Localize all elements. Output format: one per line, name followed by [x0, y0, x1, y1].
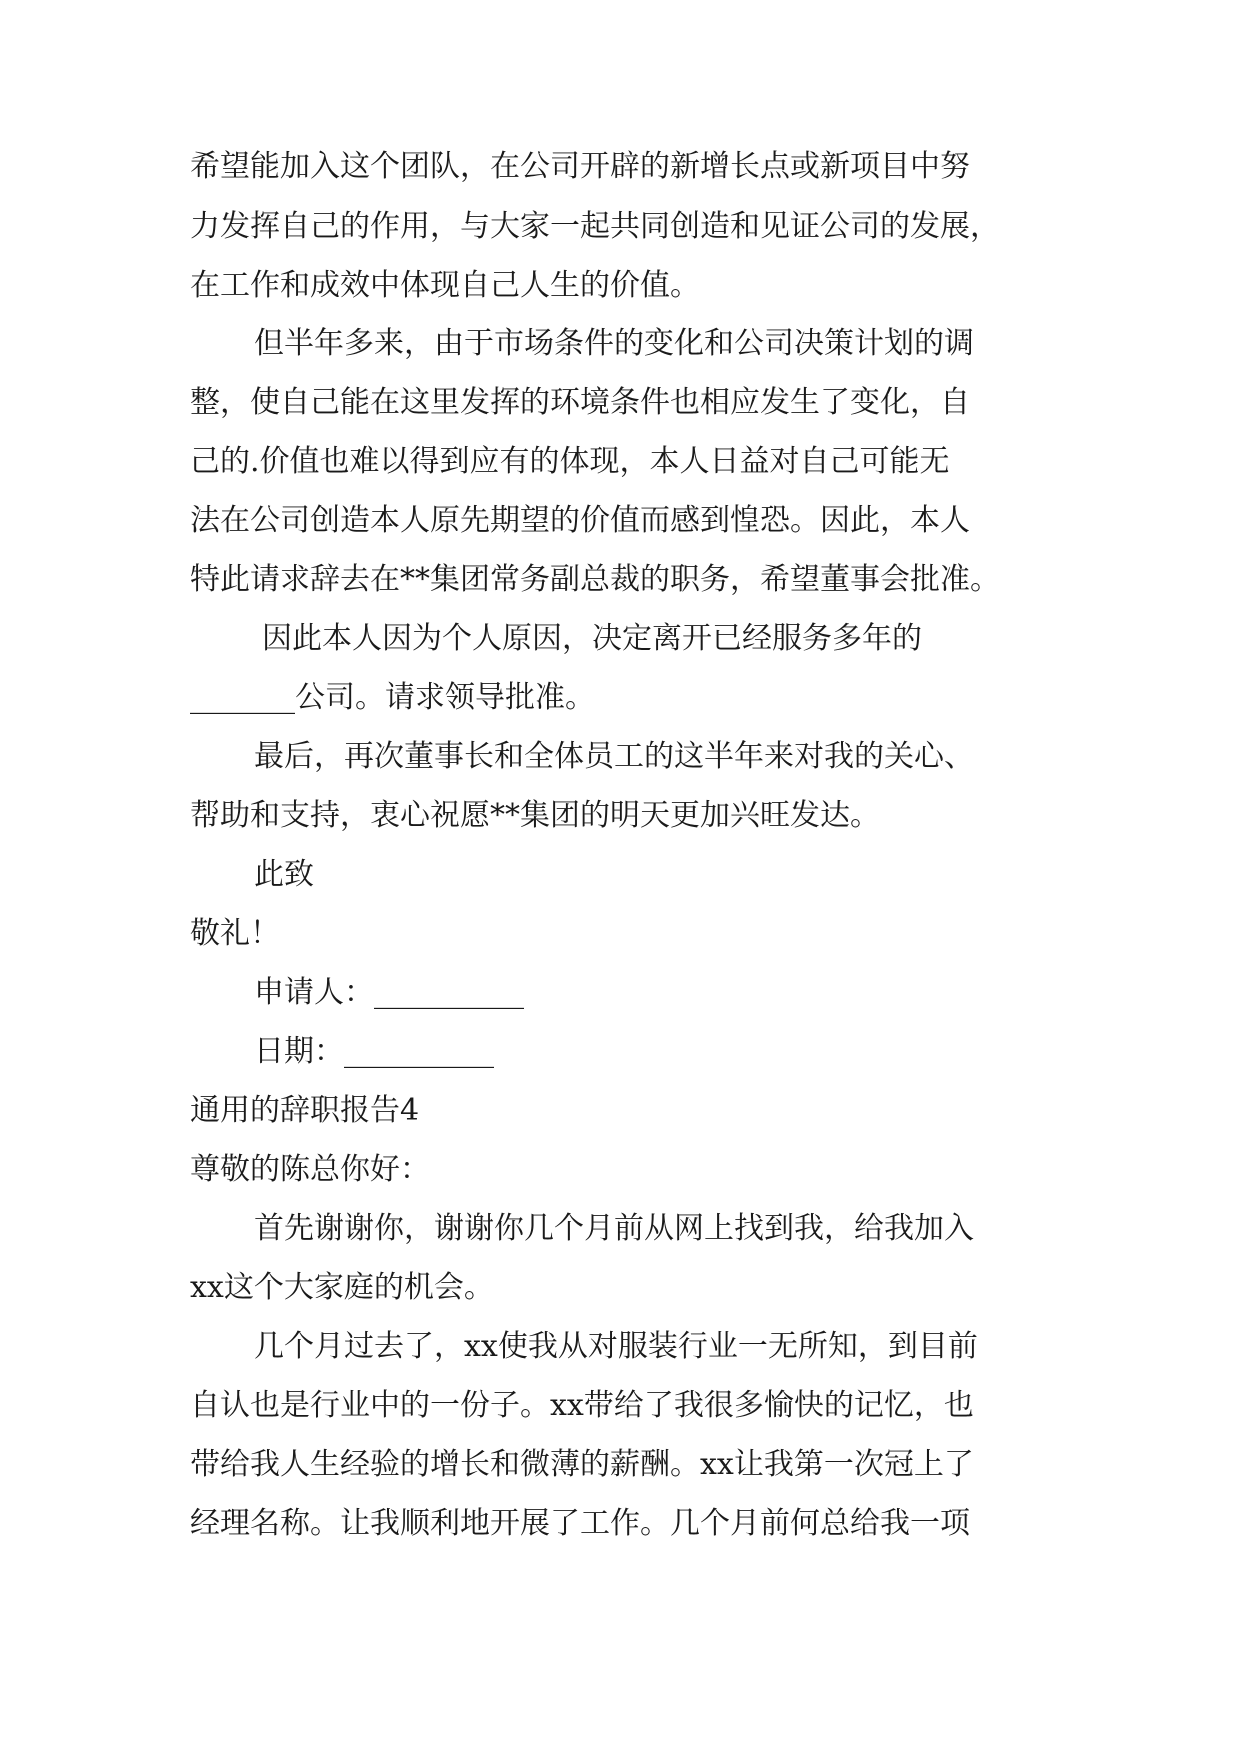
text-line: 整，使自己能在这里发挥的环境条件也相应发生了变化，自	[190, 385, 970, 420]
text-line: 首先谢谢你，谢谢你几个月前从网上找到我，给我加入	[254, 1211, 974, 1246]
text-line: 在工作和成效中体现自己人生的价值。	[190, 268, 700, 303]
text-line: 几个月过去了，xx使我从对服装行业一无所知，到目前	[254, 1329, 978, 1364]
text-line: 自认也是行业中的一份子。xx带给了我很多愉快的记忆，也	[190, 1388, 974, 1423]
salutation-regards: 敬礼！	[190, 916, 280, 951]
text-line: _______公司。请求领导批准。	[190, 680, 595, 715]
date-field: 日期：__________	[254, 1034, 494, 1069]
text-line: 力发挥自己的作用，与大家一起共同创造和见证公司的发展，	[190, 209, 1000, 244]
text-line: 但半年多来，由于市场条件的变化和公司决策计划的调	[254, 326, 974, 361]
text-line: 经理名称。让我顺利地开展了工作。几个月前何总给我一项	[190, 1506, 970, 1541]
text-line: 带给我人生经验的增长和微薄的薪酬。xx让我第一次冠上了	[190, 1447, 974, 1482]
text-line: 因此本人因为个人原因，决定离开已经服务多年的	[262, 621, 922, 656]
section-title: 通用的辞职报告4	[190, 1093, 420, 1128]
text-line: 特此请求辞去在**集团常务副总裁的职务，希望董事会批准。	[190, 562, 1000, 597]
letter-greeting: 尊敬的陈总你好：	[190, 1152, 430, 1187]
text-line: xx这个大家庭的机会。	[190, 1270, 494, 1305]
text-line: 希望能加入这个团队，在公司开辟的新增长点或新项目中努	[190, 149, 970, 184]
text-line: 帮助和支持，衷心祝愿**集团的明天更加兴旺发达。	[190, 798, 880, 833]
text-line: 己的.价值也难以得到应有的体现，本人日益对自己可能无	[190, 444, 950, 479]
text-line: 法在公司创造本人原先期望的价值而感到惶恐。因此，本人	[190, 503, 970, 538]
applicant-field: 申请人：__________	[254, 975, 524, 1010]
text-line: 最后，再次董事长和全体员工的这半年来对我的关心、	[254, 739, 974, 774]
closing-phrase: 此致	[254, 857, 314, 892]
